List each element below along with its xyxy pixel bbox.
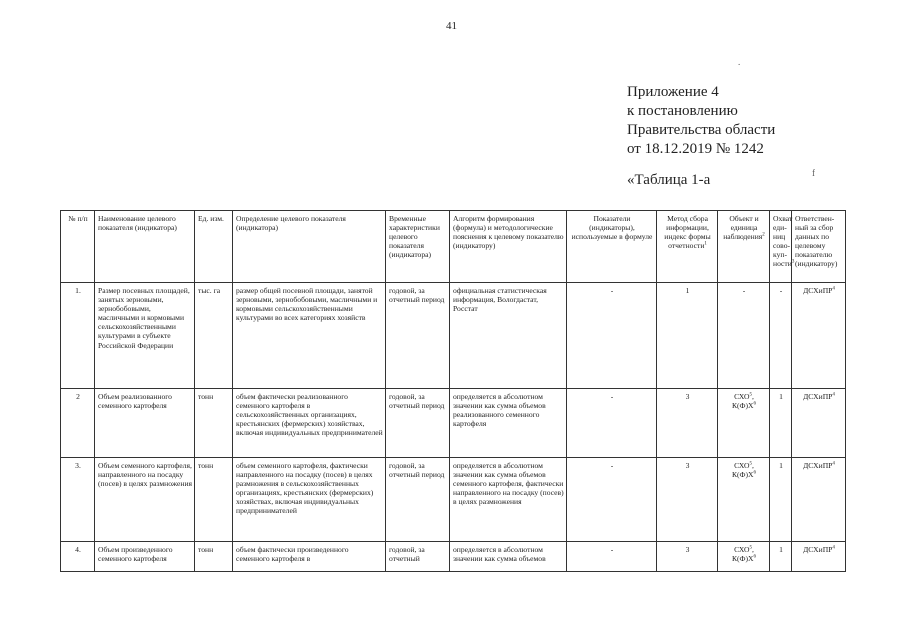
page-number: 41 — [446, 20, 457, 32]
cell-definition: объем семенного картофеля, фактически направленного на посадку (посев) в целях размножения в сельскохозяйственных организациях, крестьянских (фермерских) хозяйствах, включая индивидуальных предпринимателей — [233, 458, 386, 542]
cell-temporal: годовой, за отчетный — [386, 542, 450, 572]
header-responsible: Ответствен-ный за сбор данных по целевому показателю (индикатору) — [792, 211, 846, 283]
cell-indicators: - — [567, 542, 657, 572]
appendix-line-1: Приложение 4 — [627, 84, 719, 100]
cell-method: 3 — [657, 542, 718, 572]
table-header-row — [61, 211, 846, 283]
header-definition: Определение целевого показателя (индикатора) — [233, 211, 386, 283]
header-object: Объект и единица наблюдения$^2$ — [718, 211, 770, 283]
header-coverage: Охват еди-ниц сово-куп-ности$^3$ — [770, 211, 792, 283]
cell-coverage: - — [770, 283, 792, 389]
table-row — [61, 542, 846, 572]
table-row — [61, 458, 846, 542]
cell-num: 4. — [61, 542, 95, 572]
cell-num: 3. — [61, 458, 95, 542]
appendix-line-4: от 18.12.2019 № 1242 — [627, 141, 764, 157]
cell-num: 1. — [61, 283, 95, 389]
cell-temporal: годовой, за отчетный период — [386, 458, 450, 542]
cell-coverage: 1 — [770, 458, 792, 542]
table-row — [61, 283, 846, 389]
header-unit: Ед. изм. — [195, 211, 233, 283]
cell-name: Объем произведенного семенного картофеля — [95, 542, 195, 572]
cell-unit: тыс. га — [195, 283, 233, 389]
cell-algorithm: определяется в абсолютном значении как сумма объемов — [450, 542, 567, 572]
cell-indicators: - — [567, 283, 657, 389]
cell-method: 3 — [657, 389, 718, 458]
cell-temporal: годовой, за отчетный период — [386, 389, 450, 458]
cell-definition: объем фактически произведенного семенного картофеля в — [233, 542, 386, 572]
cell-algorithm: официальная статистическая информация, Вологдастат, Росстат — [450, 283, 567, 389]
indicators-table — [60, 210, 846, 572]
header-temporal: Временные характеристики целевого показателя (индикатора) — [386, 211, 450, 283]
appendix-line-3: Правительства области — [627, 122, 776, 138]
cell-responsible: ДСХиПР$^4$ — [792, 389, 846, 458]
cell-name: Размер посевных площадей, занятых зерновыми, зернобобовыми, масличными и кормовыми сельскохозяйственными культурами в субъекте Российской Федерации — [95, 283, 195, 389]
cell-name: Объем реализованного семенного картофеля — [95, 389, 195, 458]
cell-temporal: годовой, за отчетный период — [386, 283, 450, 389]
cell-algorithm: определяется в абсолютном значении как сумма объемов реализованного семенного картофеля — [450, 389, 567, 458]
cell-object: СХО$^5$, $К(Ф)Х^6$ — [718, 542, 770, 572]
header-num: № п/п — [61, 211, 95, 283]
stray-dot: . — [738, 57, 741, 67]
header-name: Наименование целевого показателя (индикатора) — [95, 211, 195, 283]
cell-name: Объем семенного картофеля, направленного на посадку (посев) в целях размножения — [95, 458, 195, 542]
cell-object: СХО$^5$, $К(Ф)Х^6$ — [718, 389, 770, 458]
stray-mark: f — [812, 168, 815, 178]
cell-definition: размер общей посевной площади, занятой зерновыми, зернобобовыми, масличными и кормовыми сельскохозяйственными культурами во всех категориях хозяйств — [233, 283, 386, 389]
cell-responsible: ДСХиПР$^4$ — [792, 283, 846, 389]
cell-indicators: - — [567, 389, 657, 458]
header-method: Метод сбора информации, индекс формы отчетности$^1$ — [657, 211, 718, 283]
table-row — [61, 389, 846, 458]
header-algorithm: Алгоритм формирования (формула) и методологические пояснения к целевому показателю (индикатору) — [450, 211, 567, 283]
cell-coverage: 1 — [770, 389, 792, 458]
appendix-header — [627, 83, 775, 159]
cell-algorithm: определяется в абсолютном значении как сумма объемов семенного картофеля, фактически направленного на посадку (посев) в целях размножения — [450, 458, 567, 542]
cell-num: 2 — [61, 389, 95, 458]
table-title: «Таблица 1-а — [627, 172, 711, 188]
cell-definition: объем фактически реализованного семенного картофеля в сельскохозяйственных организациях, крестьянских (фермерских) хозяйствах, включая индивидуальных предпринимателей — [233, 389, 386, 458]
cell-responsible: ДСХиПР$^4$ — [792, 458, 846, 542]
cell-object: СХО$^5$, $К(Ф)Х^6$ — [718, 458, 770, 542]
cell-coverage: 1 — [770, 542, 792, 572]
cell-indicators: - — [567, 458, 657, 542]
cell-unit: тонн — [195, 389, 233, 458]
cell-object: - — [718, 283, 770, 389]
appendix-line-2: к постановлению — [627, 103, 738, 119]
header-indicators: Показатели (индикаторы), используемые в формуле — [567, 211, 657, 283]
cell-method: 1 — [657, 283, 718, 389]
cell-unit: тонн — [195, 542, 233, 572]
cell-responsible: ДСХиПР$^4$ — [792, 542, 846, 572]
cell-unit: тонн — [195, 458, 233, 542]
cell-method: 3 — [657, 458, 718, 542]
